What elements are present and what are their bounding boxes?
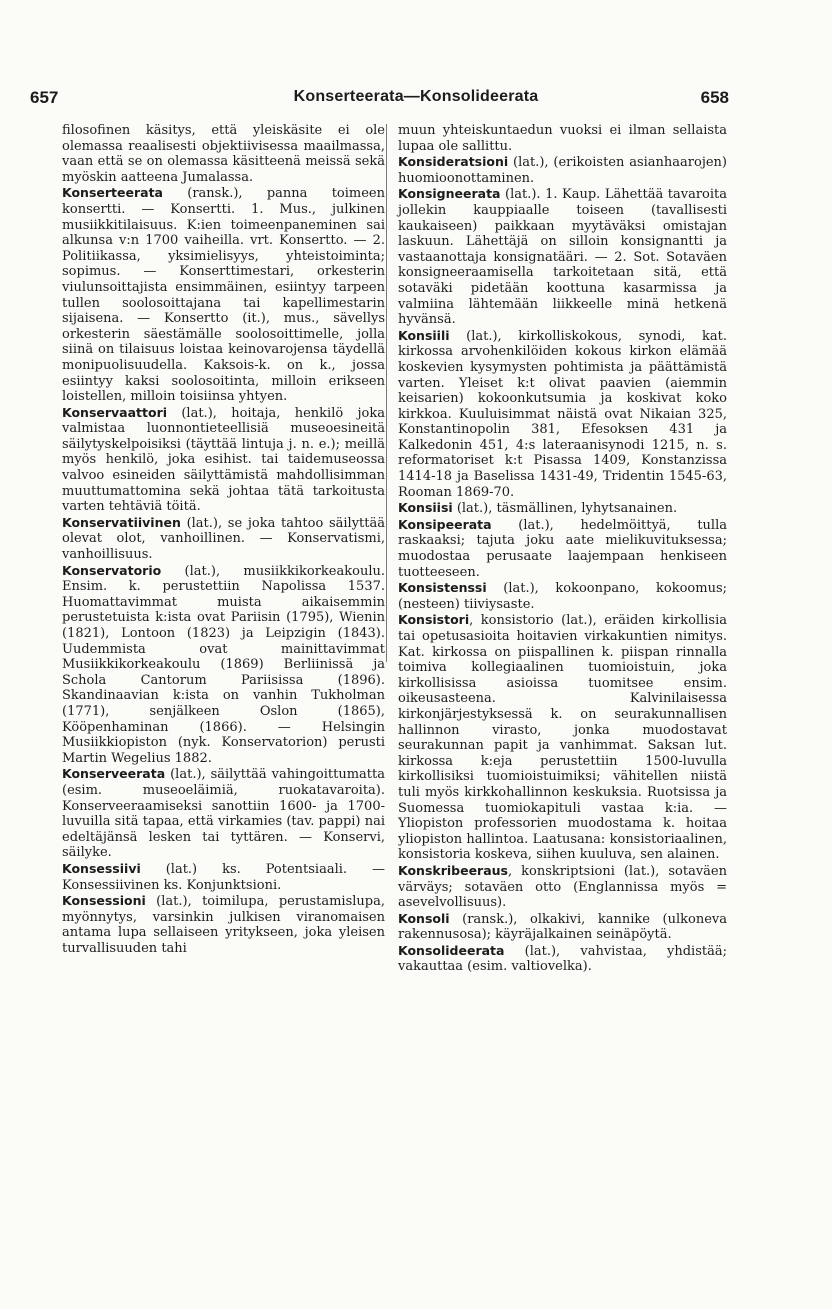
entry-headword: Konsoli xyxy=(398,910,450,926)
page-number-left: 657 xyxy=(30,88,59,107)
entry-headword: Konserteerata xyxy=(62,185,163,201)
entry-headword: Konsideratsioni xyxy=(398,154,509,170)
entry-text: , konskriptsioni (lat.), sotaväen värväys; sotaväen otto (Englannissa myös = asevelvollisuus). xyxy=(398,863,727,911)
entry-text: (lat.), musiikkikorkeakoulu. Ensim. k. perustettiin Napolissa 1537. Huomattavimmat muista aikaisemmin perustetuista k:ista ovat Pariisin (1795), Wienin (1821), Lontoon (1823) ja Leipzigin (1843). Uudemmista ovat mainittavimmat Musiikkikorkeakoulu (1869) Berliinissä ja Schola Cantorum Pariisissa (1896). Skandinaavian k:ista on vanhin Tukholman (1771), senjälkeen Oslon (1865), Kööpenhaminan (1866). — Helsingin Musiikkiopiston (nyk. Konservatorion) perusti Martin Wegelius 1882. xyxy=(62,563,385,766)
entry xyxy=(62,515,385,563)
entry-headword: Konsistori xyxy=(398,612,470,628)
entry-headword: Konsigneerata xyxy=(398,186,501,202)
entry-text: (lat.), täsmällinen, lyhytsanainen. xyxy=(452,501,678,517)
entry-headword: Konsiisi xyxy=(398,500,453,516)
entry-headword: Konsessiivi xyxy=(62,860,141,876)
entry-text: (lat.), hoitaja, henkilö joka valmistaa luonnontieteellisiä museoesineitä säilytyskelpoisiksi (täyttää lintuja j. n. e.); meillä myös henkilö, joka esihist. tai taidemuseossa valvoo esineiden säilyttämistä mahdollisimman muuttumattomina sekä johtaa tätä tarkoitusta varten tehtäviä töitä. xyxy=(62,405,385,515)
entry-headword: Konservatiivinen xyxy=(62,514,181,530)
entry xyxy=(62,861,385,893)
column-divider xyxy=(386,124,387,662)
entry xyxy=(62,185,385,404)
entry-text: (ransk.), olkakivi, kannike (ulkoneva rakennusosa); käyräjalkainen seinäpöytä. xyxy=(398,911,727,943)
entry-headword: Konserveerata xyxy=(62,766,166,782)
page-header xyxy=(0,88,832,112)
entry xyxy=(398,328,727,501)
entry-headword: Konsistenssi xyxy=(398,580,487,596)
entry-headword: Konskribeeraus xyxy=(398,862,508,878)
entry-text: (lat.), kokoonpano, kokoomus; (nesteen) tiiviysaste. xyxy=(398,581,727,612)
right-column xyxy=(398,122,727,975)
entry-text: muun yhteiskuntaedun vuoksi ei ilman sellaista lupaa ole sallittu. xyxy=(398,123,727,154)
entry xyxy=(62,122,385,185)
entry xyxy=(398,943,727,975)
entry-text: (lat.), hedelmöittyä, tulla raskaaksi; tajuta joku aate mielikuvituksessa; muodostaa perusaate laajempaan henkiseen tuotteeseen. xyxy=(398,517,727,580)
entry xyxy=(398,154,727,186)
left-column xyxy=(62,122,385,956)
entry-headword: Konsessioni xyxy=(62,893,146,909)
entry-text: (lat.), kirkolliskokous, synodi, kat. kirkossa arvohenkilöiden kokous kirkon elämää koskevien kysymysten pohtimista ja päättämistä varten. Yleiset k:t olivat paavien (aiemmin keisarien) kokoonkutsumia ja koskivat koko kirkkoa. Kuuluisimmat näistä ovat Nikaian 325, Konstantinopolin 381, Efesoksen 431 ja Kalkedonin 451, 4:s lateraanisynodi 1215, n. s. reformatoriset k:t Pisassa 1409, Konstanzissa 1414-18 ja Baselissa 1431-49, Tridentin 1545-63, Rooman 1869-70. xyxy=(398,328,727,500)
entry xyxy=(62,563,385,767)
entry-text: filosofinen käsitys, että yleiskäsite ei ole olemassa reaalisesti objektiivisessa maailmassa, vaan että se on olemassa käsitteenä meissä sekä myöskin aatteena Jumalassa. xyxy=(62,123,385,185)
entry xyxy=(62,405,385,515)
entry-text: (lat.) ks. Potentsiaali. — Konsessiivinen ks. Konjunktsioni. xyxy=(62,861,385,893)
entry xyxy=(398,580,727,612)
entry xyxy=(62,766,385,861)
entry xyxy=(62,893,385,956)
entry-text: (lat.), toimilupa, perustamislupa, myönnytys, varsinkin julkisen viranomaisen antama lupa sellaiseen yritykseen, joka yleisen turvallisuuden tahi xyxy=(62,894,385,956)
running-title: Konserteerata—Konsolideerata xyxy=(293,88,539,105)
entry xyxy=(398,500,727,517)
entry xyxy=(398,122,727,154)
entry-text: (ransk.), panna toimeen konsertti. — Konsertti. 1. Mus., julkinen musiikkitilaisuus. K:ien toimeenpaneminen sai alkunsa v:n 1700 vaiheilla. vrt. Konsertto. — 2. Politiikassa, yksimielisyys, yhteistoiminta; sopimus. — Konserttimestari, orkesterin viulunsoittajista ensimmäinen, esiintyy tarpeen tullen soolosoittajana tai kapellimestarin sijaisena. — Konsertto (it.), mus., sävellys orkesterin säestämälle soolosoittimelle, jolla siinä on tilaisuus loistaa keinovarojensa täydellä monipuolisuudella. Kaksois-k. on k., jossa esiintyy kaksi soolosoitinta, milloin erikseen loistellen, milloin toisiinsa yhtyen. xyxy=(62,186,385,405)
entry-text: (lat.), säilyttää vahingoittumatta (esim. museoeläimiä, ruokatavaroita). Konserveeraamiseksi sanottiin 1600- ja 1700-luvuilla sitä tapaa, että virkamies (tav. pappi) nai edeltäjänsä lesken tai tyttären. — Konservi, säilyke. xyxy=(62,767,385,861)
entry-headword: Konservatorio xyxy=(62,562,162,578)
entry-headword: Konsiili xyxy=(398,327,450,343)
page-number-right: 658 xyxy=(700,88,729,107)
entry-text: (lat.), vahvistaa, yhdistää; vakauttaa (esim. valtiovelka). xyxy=(398,943,727,975)
entry xyxy=(398,186,727,327)
entry-text: (lat.). 1. Kaup. Lähettää tavaroita jollekin kauppiaalle toiseen (tavallisesti kaukaiseen) paikkaan myytäväksi omistajan laskuun. Lähettäjä on silloin konsignantti ja vastaanottaja konsignatääri. — 2. Sot. Sotaväen konsigneeraamisella tarkoitetaan sitä, että sotaväki pidetään koottuna kasarmissa ja valmiina lähtemään liikkeelle minä hetkenä hyvänsä. xyxy=(398,187,727,328)
entry-headword: Konsolideerata xyxy=(398,942,505,958)
entry-text: (lat.), se joka tahtoo säilyttää olevat olot, vanhoillinen. — Konservatismi, vanhoillisuus. xyxy=(62,515,385,563)
entry-headword: Konservaattori xyxy=(62,404,168,420)
entry-text: (lat.), (erikoisten asianhaarojen) huomioonottaminen. xyxy=(398,155,727,186)
entry-text: , konsistorio (lat.), eräiden kirkollisia tai opetusasioita hoitavien virkakuntien nimitys. Kat. kirkossa on piispallinen k. piispan rinnalla toimiva kollegiaalinen tuomioistuin, joka kirkollisissa asioissa tuomitsee ensim. oikeusasteena. Kalvinilaisessa kirkonjärjestyksessä k. on seurakunnallisen hallinnon virasto, jonka muodostavat seurakunnan papit ja vanhimmat. Saksan lut. kirkossa k:eja perustettiin 1500-luvulla kirkollisiksi tuomioistuimiksi; vähitellen niistä tuli myös kirkkohallinnon keskuksia. Ruotsissa ja Suomessa tuomiokapituli vastaa k:ia. — Yliopiston professorien muodostama k. hoitaa yliopiston hallintoa. Laatusana: konsistoriaalinen, konsistoria koskeva, siihen kuuluva, sen alainen. xyxy=(398,613,727,863)
entry xyxy=(398,911,727,943)
entry xyxy=(398,517,727,580)
entry xyxy=(398,612,727,863)
entry-headword: Konsipeerata xyxy=(398,516,492,532)
entry xyxy=(398,863,727,911)
